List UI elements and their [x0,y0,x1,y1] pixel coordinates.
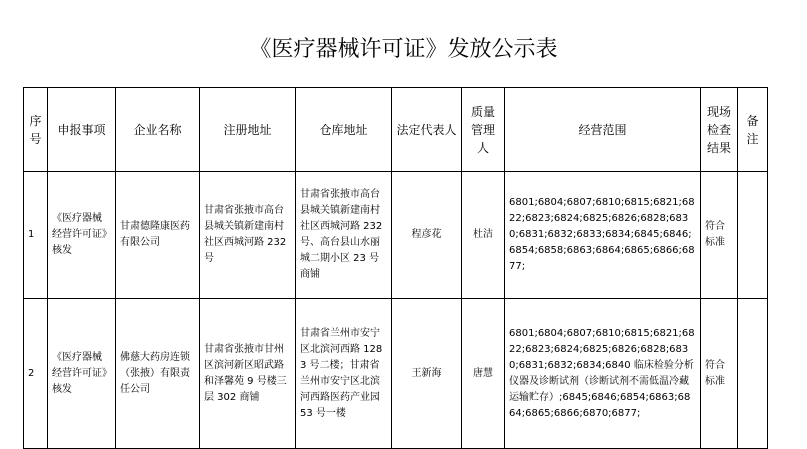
header-matter: 申报事项 [48,88,116,172]
cell-result: 符合标准 [701,172,738,299]
header-reg-address: 注册地址 [200,88,296,172]
header-result: 现场检查结果 [701,88,738,172]
cell-remark [738,299,768,449]
cell-matter: 《医疗器械经营许可证》核发 [48,172,116,299]
cell-company: 佛慈大药房连锁（张掖）有限责任公司 [116,299,200,449]
cell-quality-manager: 杜洁 [462,172,505,299]
cell-matter: 《医疗器械经营许可证》核发 [48,299,116,449]
cell-reg-address: 甘肃省张掖市高台县城关镇新建南村社区西城河路 232 号 [200,172,296,299]
cell-legal-rep: 程彦花 [392,172,462,299]
header-warehouse: 仓库地址 [296,88,392,172]
page-title: 《医疗器械许可证》发放公示表 [249,37,558,62]
header-company: 企业名称 [116,88,200,172]
cell-company: 甘肃德隆康医药有限公司 [116,172,200,299]
header-remark: 备注 [738,88,768,172]
cell-legal-rep: 王新海 [392,299,462,449]
table-row [24,299,768,449]
header-legal-rep: 法定代表人 [392,88,462,172]
table-row [24,172,768,299]
cell-scope: 6801;6804;6807;6810;6815;6821;6822;6823;6824;6825;6826;6828;6830;6831;6832;6833;6834;6845;6846;6854;6858;6863;6864;6865;6866;6877; [505,172,701,299]
cell-remark [738,172,768,299]
cell-warehouse: 甘肃省兰州市安宁区北滨河西路 1283 号二楼；甘肃省兰州市安宁区北滨河西路医药产业园 53 号一楼 [296,299,392,449]
cell-no: 1 [24,172,48,299]
header-no: 序号 [24,88,48,172]
cell-quality-manager: 唐慧 [462,299,505,449]
cell-reg-address: 甘肃省张掖市甘州区滨河新区昭武路和泽馨苑 9 号楼三层 302 商铺 [200,299,296,449]
cell-warehouse: 甘肃省张掖市高台县城关镇新建南村社区西城河路 232 号、高台县山水丽城二期小区 23 号商铺 [296,172,392,299]
header-row [24,88,768,172]
cell-result: 符合标准 [701,299,738,449]
header-scope: 经营范围 [505,88,701,172]
cell-scope: 6801;6804;6807;6810;6815;6821;6822;6823;6824;6825;6826;6828;6830;6831;6832;6834;6840 临床检验分析仪器及诊断试剂（诊断试剂不需低温冷藏运输贮存）;6845;6846;6854;6863;6864;6865;6866;6870;6877; [505,299,701,449]
license-table [23,87,768,449]
header-quality-manager: 质量管理人 [462,88,505,172]
cell-no: 2 [24,299,48,449]
